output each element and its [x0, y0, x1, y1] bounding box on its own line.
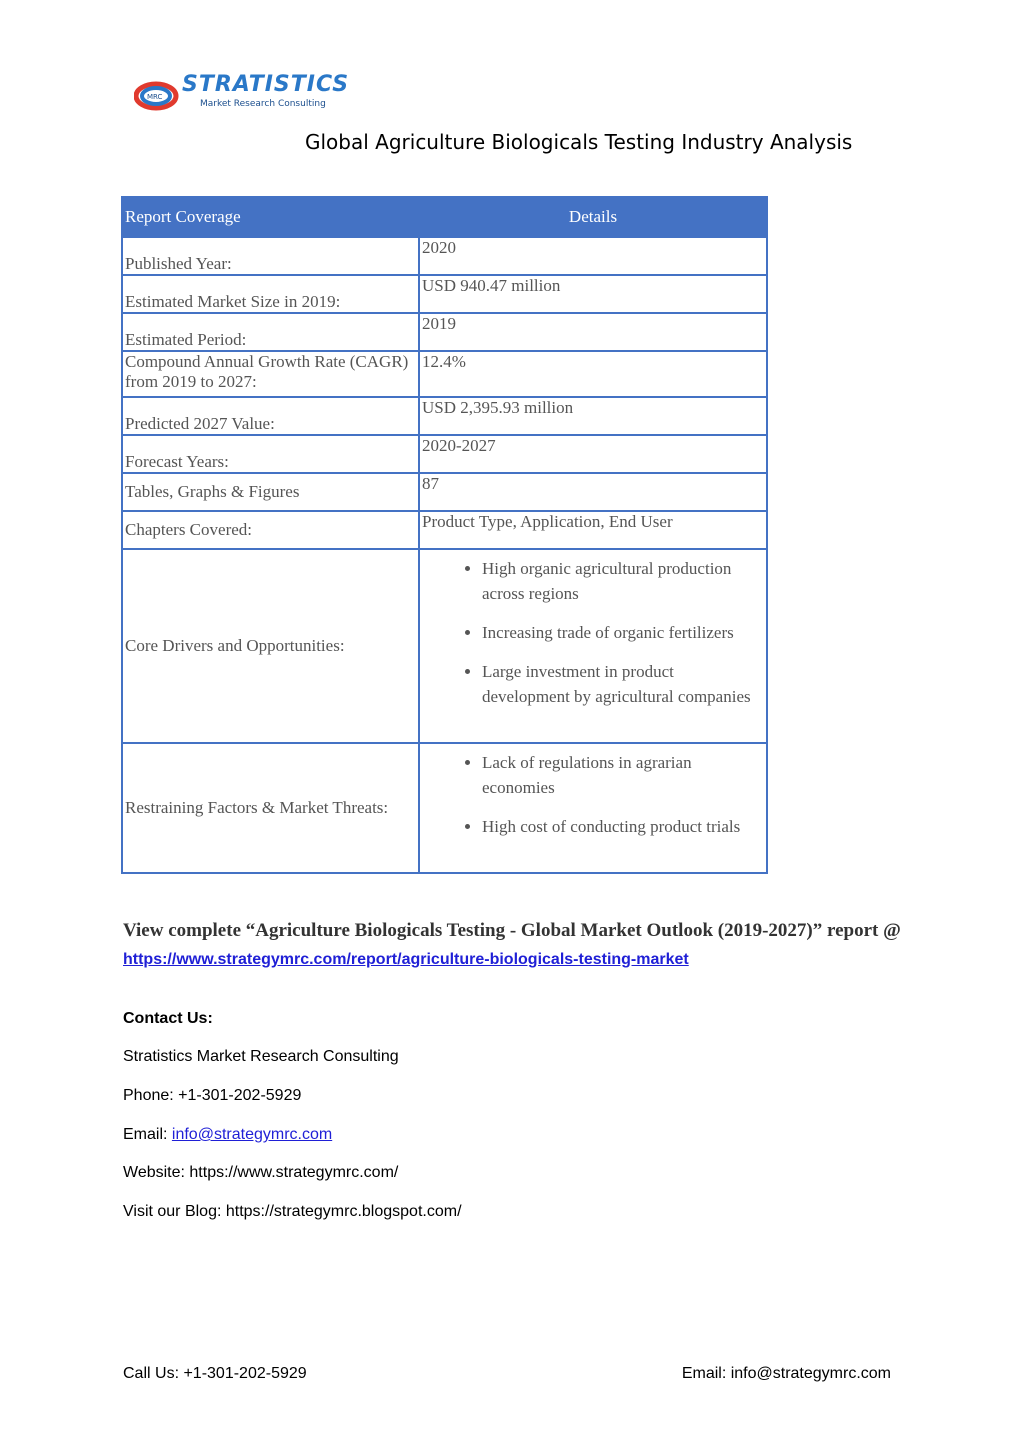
logo-tagline: Market Research Consulting [200, 99, 326, 109]
list-item: • Increasing trade of organic fertilizers [482, 620, 764, 645]
table-row-drivers [122, 549, 767, 743]
footer-email: Email: info@strategymrc.com [681, 1365, 891, 1382]
table-row [122, 435, 767, 473]
contact-blog: Visit our Blog: https://strategymrc.blogspot.com/ [123, 1203, 462, 1220]
table-row [122, 313, 767, 351]
header-report-coverage: Report Coverage [122, 197, 419, 237]
table-row [122, 473, 767, 511]
row-value: 12.4% [419, 351, 767, 397]
row-value: USD 2,395.93 million [419, 397, 767, 435]
restraints-label: Restraining Factors & Market Threats: [122, 743, 419, 873]
row-value: USD 940.47 million [419, 275, 767, 313]
row-value: 2019 [419, 313, 767, 351]
company-logo [134, 72, 364, 116]
list-item: • Large investment in product development by agricultural companies [482, 659, 764, 709]
report-link[interactable]: https://www.strategymrc.com/report/agriculture-biologicals-testing-market [123, 951, 689, 968]
drivers-label: Core Drivers and Opportunities: [122, 549, 419, 743]
table-header-row [122, 197, 767, 237]
row-label: Chapters Covered: [122, 511, 419, 549]
globe-swoosh-icon [134, 76, 180, 116]
contact-heading: Contact Us: [123, 1010, 213, 1027]
table-row [122, 397, 767, 435]
report-coverage-table [121, 196, 768, 874]
list-item: • Lack of regulations in agrarian economies [482, 750, 764, 800]
row-value: 87 [419, 473, 767, 511]
row-value: 2020-2027 [419, 435, 767, 473]
restraints-list [422, 744, 764, 845]
drivers-list [422, 550, 764, 715]
logo-name: STRATISTICS [182, 72, 350, 97]
table-row [122, 351, 767, 397]
svg-text:MRC: MRC [147, 93, 163, 101]
header-details: Details [419, 197, 767, 237]
page-title: Global Agriculture Biologicals Testing Industry Analysis [305, 130, 853, 154]
email-link[interactable]: info@strategymrc.com [171, 1126, 333, 1143]
view-report-paragraph [123, 917, 903, 974]
row-value: Product Type, Application, End User [419, 511, 767, 549]
contact-website: Website: https://www.strategymrc.com/ [123, 1164, 399, 1181]
contact-company: Stratistics Market Research Consulting [123, 1048, 399, 1065]
email-label: Email: [123, 1126, 172, 1143]
view-report-text: View complete “Agriculture Biologicals Testing - Global Market Outlook (2019-2027)” report @ [123, 920, 901, 941]
row-label: Published Year: [122, 237, 419, 275]
row-label: Tables, Graphs & Figures [122, 473, 419, 511]
list-item: • High cost of conducting product trials [482, 814, 764, 839]
row-label: Estimated Market Size in 2019: [122, 275, 419, 313]
row-label: Compound Annual Growth Rate (CAGR) from 2019 to 2027: [122, 351, 419, 397]
row-label: Forecast Years: [122, 435, 419, 473]
restraints-list-cell [419, 743, 767, 873]
table-row [122, 275, 767, 313]
drivers-list-cell [419, 549, 767, 743]
row-label: Predicted 2027 Value: [122, 397, 419, 435]
row-label: Estimated Period: [122, 313, 419, 351]
table-row [122, 237, 767, 275]
table-row-restraints [122, 743, 767, 873]
row-value: 2020 [419, 237, 767, 275]
contact-email-line [123, 1126, 332, 1144]
table-row [122, 511, 767, 549]
contact-phone: Phone: +1-301-202-5929 [123, 1087, 302, 1104]
footer-call: Call Us: +1-301-202-5929 [123, 1365, 307, 1382]
list-item: • High organic agricultural production across regions [482, 556, 764, 606]
